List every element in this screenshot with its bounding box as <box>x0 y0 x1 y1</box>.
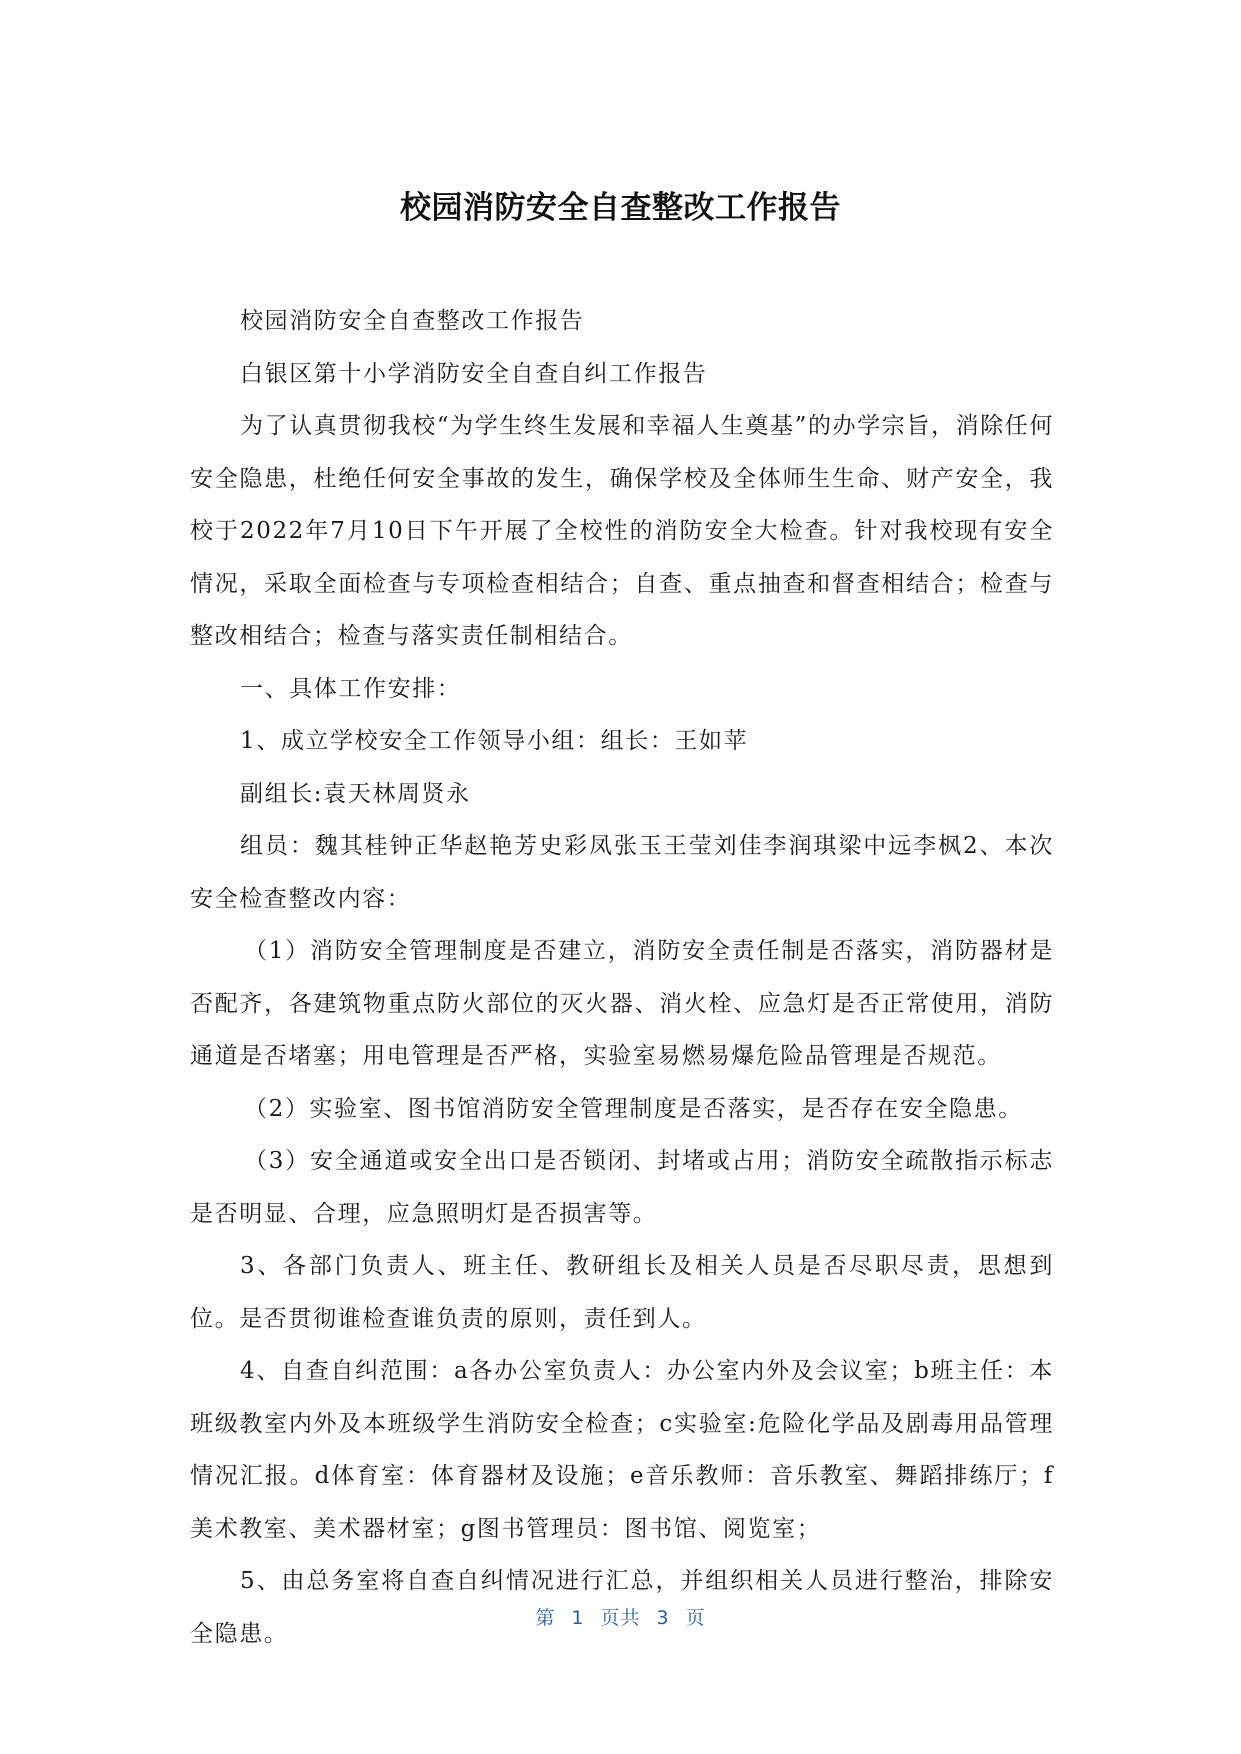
paragraph: （1）消防安全管理制度是否建立，消防安全责任制是否落实，消防器材是否配齐，各建筑物重点防火部位的灭火器、消火栓、应急灯是否正常使用，消防通道是否堵塞；用电管理是否严格，实验室易燃易爆危险品管理是否规范。 <box>190 938 1054 1069</box>
page-number-footer <box>0 1603 1241 1630</box>
paragraph: 5、由总务室将自查自纠情况进行汇总，并组织相关人员进行整治，排除安全隐患。 <box>190 1568 1054 1647</box>
paragraph: 副组长:袁天林周贤永 <box>240 780 471 807</box>
document-title: 校园消防安全自查整改工作报告 <box>400 190 841 226</box>
footer-prefix: 第 <box>535 1607 556 1629</box>
paragraph: 4、自查自纠范围：a各办公室负责人：办公室内外及会议室；b班主任：本班级教室内外及本班级学生消防安全检查；c实验室:危险化学品及剧毒用品管理情况汇报。d体育室：体育器材及设施；e音乐教师：音乐教室、舞蹈排练厅；f美术教室、美术器材室；g图书管理员：图书馆、阅览室； <box>190 1358 1054 1542</box>
paragraph: （2）实验室、图书馆消防安全管理制度是否落实，是否存在安全隐患。 <box>244 1095 1023 1122</box>
paragraph: 1、成立学校安全工作领导小组：组长：王如苹 <box>240 728 749 754</box>
paragraph: （3）安全通道或安全出口是否锁闭、封堵或占用；消防安全疏散指示标志是否明显、合理，应急照明灯是否损害等。 <box>190 1148 1054 1227</box>
footer-current-page: 1 <box>571 1607 585 1629</box>
paragraph: 校园消防安全自查整改工作报告 <box>240 308 585 334</box>
paragraph: 3、各部门负责人、班主任、教研组长及相关人员是否尽职尽责，思想到位。是否贯彻谁检查谁负责的原则，责任到人。 <box>190 1253 1054 1332</box>
footer-suffix: 页 <box>685 1607 706 1629</box>
document-body <box>190 295 1054 1660</box>
paragraph: 为了认真贯彻我校“为学生终生发展和幸福人生奠基”的办学宗旨，消除任何安全隐患，杜绝任何安全事故的发生，确保学校及全体师生生命、财产安全，我校于2022年7月10日下午开展了全校性的消防安全大检查。针对我校现有安全情况，采取全面检查与专项检查相结合；自查、重点抽查和督查相结合；检查与整改相结合；检查与落实责任制相结合。 <box>190 413 1054 649</box>
paragraph: 一、具体工作安排： <box>240 675 462 702</box>
footer-total-pages: 3 <box>656 1607 670 1629</box>
paragraph: 白银区第十小学消防安全自查自纠工作报告 <box>240 360 708 387</box>
footer-middle: 页共 <box>600 1607 641 1629</box>
paragraph: 组员：魏其桂钟正华赵艳芳史彩凤张玉王莹刘佳李润琪梁中远李枫2、本次安全检查整改内容： <box>190 833 1054 912</box>
